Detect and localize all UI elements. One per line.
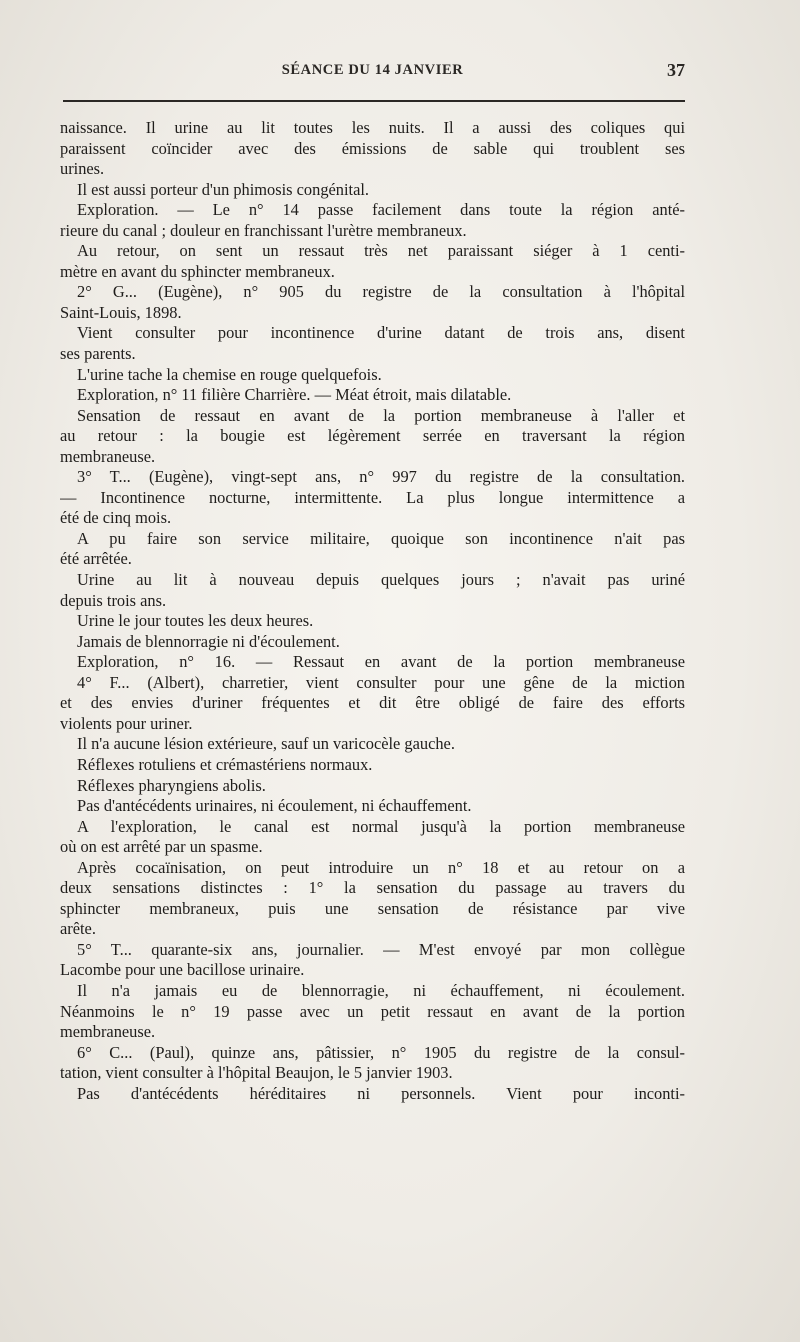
- text-line: membraneuse.: [60, 446, 156, 466]
- header-rule: [63, 100, 685, 102]
- text-line: deux sensations distinctes : 1° la sensation du passage au travers du: [60, 878, 685, 898]
- text-line: Jamais de blennorragie ni d'écoulement.: [77, 631, 340, 651]
- text-line: 6° C... (Paul), quinze ans, pâtissier, n° 1905 du registre de la consul-: [77, 1042, 685, 1062]
- text-line: Lacombe pour une bacillose urinaire.: [60, 960, 305, 980]
- text-line: sphincter membraneux, puis une sensation de résistance par vive: [60, 898, 685, 918]
- text-line: rieure du canal ; douleur en franchissant l'urètre membraneux.: [60, 220, 467, 240]
- running-title: SÉANCE DU 14 JANVIER: [281, 62, 464, 78]
- text-line: Sensation de ressaut en avant de la portion membraneuse à l'aller et: [77, 405, 685, 425]
- text-line: L'urine tache la chemise en rouge quelquefois.: [77, 364, 382, 384]
- body-text: [60, 118, 685, 1104]
- text-line: Exploration, n° 11 filière Charrière. — Méat étroit, mais dilatable.: [77, 385, 512, 405]
- text-line: été de cinq mois.: [60, 508, 172, 528]
- text-line: violents pour uriner.: [60, 713, 193, 733]
- text-line: où on est arrêté par un spasme.: [60, 837, 263, 857]
- text-line: Il n'a jamais eu de blennorragie, ni échauffement, ni écoulement.: [77, 980, 685, 1000]
- text-line: Néanmoins le n° 19 passe avec un petit ressaut en avant de la portion: [60, 1001, 685, 1021]
- text-line: paraissent coïncider avec des émissions de sable qui troublent ses: [60, 138, 685, 158]
- page-number: 37: [667, 60, 685, 80]
- text-line: Pas d'antécédents héréditaires ni personnels. Vient pour inconti-: [77, 1083, 685, 1103]
- text-line: Il est aussi porteur d'un phimosis congénital.: [77, 179, 370, 199]
- text-line: mètre en avant du sphincter membraneux.: [60, 261, 335, 281]
- text-line: Après cocaïnisation, on peut introduire un n° 18 et au retour on a: [77, 857, 685, 877]
- text-line: arête.: [60, 919, 96, 939]
- text-line: 4° F... (Albert), charretier, vient consulter pour une gêne de la miction: [77, 672, 685, 692]
- text-line: été arrêtée.: [60, 549, 132, 569]
- text-line: tation, vient consulter à l'hôpital Beaujon, le 5 janvier 1903.: [60, 1063, 453, 1083]
- text-line: Vient consulter pour incontinence d'urine datant de trois ans, disent: [77, 323, 685, 343]
- text-line: Urine au lit à nouveau depuis quelques jours ; n'avait pas uriné: [77, 570, 685, 590]
- text-line: depuis trois ans.: [60, 590, 167, 610]
- text-line: A l'exploration, le canal est normal jusqu'à la portion membraneuse: [77, 816, 685, 836]
- text-line: membraneuse.: [60, 1022, 156, 1042]
- text-line: Saint-Louis, 1898.: [60, 302, 182, 322]
- text-line: et des envies d'uriner fréquentes et dit être obligé de faire des efforts: [60, 693, 685, 713]
- text-line: — Incontinence nocturne, intermittente. La plus longue intermittence a: [60, 487, 685, 507]
- text-line: au retour : la bougie est légèrement serrée en traversant la région: [60, 426, 685, 446]
- text-line: Il n'a aucune lésion extérieure, sauf un varicocèle gauche.: [77, 734, 455, 754]
- text-line: Exploration, n° 16. — Ressaut en avant de la portion membraneuse: [77, 652, 685, 672]
- text-line: Urine le jour toutes les deux heures.: [77, 611, 314, 631]
- page-header: [60, 60, 685, 86]
- text-line: 3° T... (Eugène), vingt-sept ans, n° 997 du registre de la consultation.: [77, 467, 685, 487]
- text-line: 5° T... quarante-six ans, journalier. — M'est envoyé par mon collègue: [77, 939, 685, 959]
- text-line: Au retour, on sent un ressaut très net paraissant siéger à 1 centi-: [77, 241, 685, 261]
- text-line: 2° G... (Eugène), n° 905 du registre de la consultation à l'hôpital: [77, 282, 685, 302]
- text-line: A pu faire son service militaire, quoique son incontinence n'ait pas: [77, 528, 685, 548]
- text-line: Réflexes rotuliens et crémastériens normaux.: [77, 754, 373, 774]
- text-line: urines.: [60, 159, 105, 179]
- text-line: Exploration. — Le n° 14 passe facilement dans toute la région anté-: [77, 200, 685, 220]
- text-line: naissance. Il urine au lit toutes les nuits. Il a aussi des coliques qui: [60, 118, 685, 137]
- text-line: Réflexes pharyngiens abolis.: [77, 775, 266, 795]
- text-line: ses parents.: [60, 344, 136, 364]
- text-line: Pas d'antécédents urinaires, ni écoulement, ni échauffement.: [77, 796, 472, 816]
